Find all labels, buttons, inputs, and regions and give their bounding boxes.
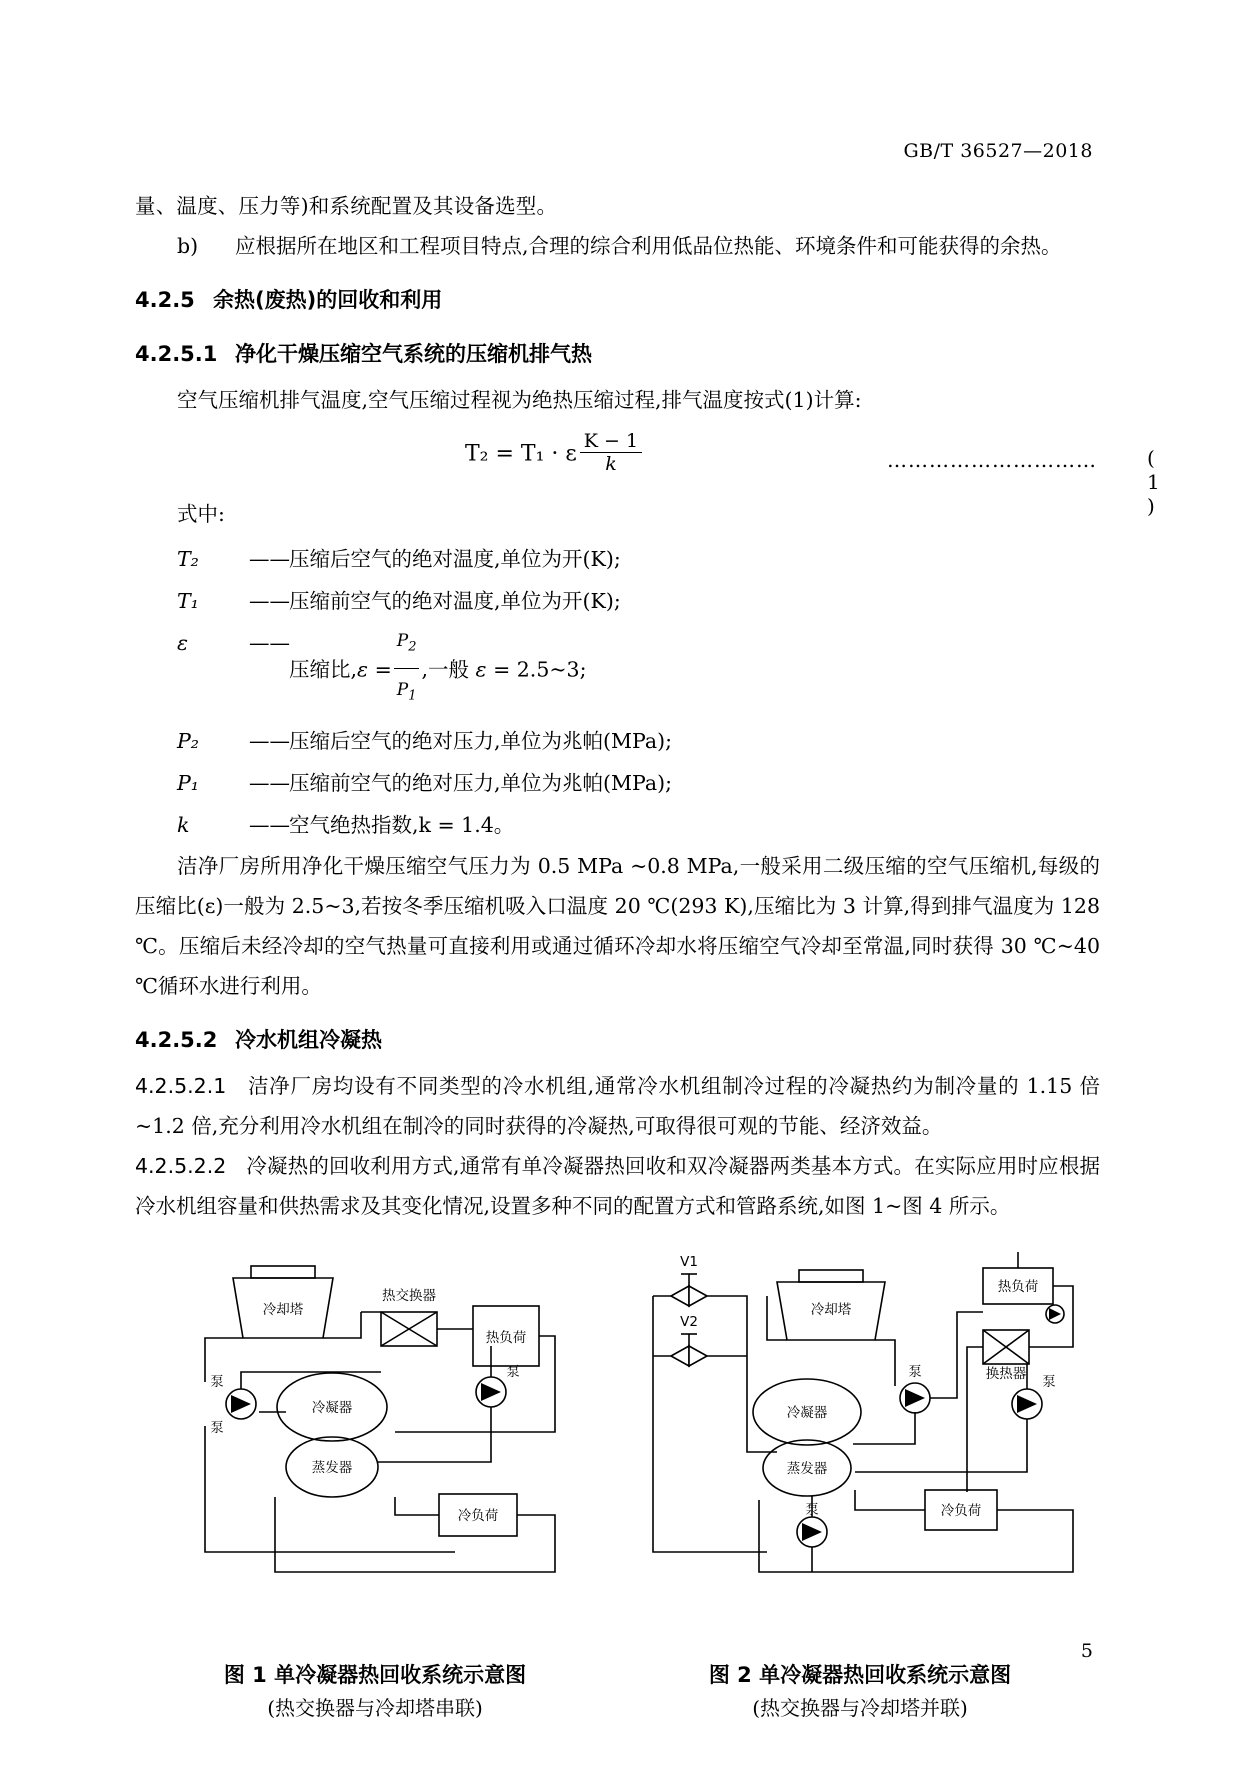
paragraph-4-2-5-2-2-text: 冷凝热的回收利用方式,通常有单冷凝器热回收和双冷凝器两类基本方式。在实际应用时应根据冷水机组容量和供热需求及其变化情况,设置多种不同的配置方式和管路系统,如图 1~图 4 所示。	[135, 1153, 1100, 1218]
figure-1-caption-sub: (热交换器与冷却塔串联)	[267, 1695, 483, 1720]
symbol-definition-list	[135, 538, 1100, 846]
where-label: 式中:	[177, 502, 225, 526]
definition-symbol: T₁	[177, 589, 199, 613]
heading-4-2-5-2-number: 4.2.5.2	[135, 1027, 218, 1052]
definition-description: 压缩前空气的绝对压力,单位为兆帕(MPa);	[289, 770, 673, 795]
page-content	[135, 186, 1160, 1734]
figure-1-label-pump-3: 泵	[506, 1363, 520, 1380]
definition-dash: ——	[249, 812, 290, 837]
formula-1-fraction	[580, 430, 642, 475]
definition-symbol: P₁	[177, 770, 200, 795]
figure-1-label-pump-1: 泵	[210, 1373, 224, 1390]
figure-1-label-evaporator: 蒸发器	[311, 1459, 353, 1476]
heading-4-2-5	[135, 280, 1100, 320]
paragraph-4-2-5-2-1-text: 洁净厂房均设有不同类型的冷水机组,通常冷水机组制冷过程的冷凝热约为制冷量的 1.15 倍~1.2 倍,充分利用冷水机组在制冷的同时获得的冷凝热,可取得很可观的节能、经济效益。	[135, 1073, 1100, 1138]
definition-dash: ——	[249, 631, 290, 655]
figures-area	[135, 1252, 1100, 1652]
list-item-b-label: b)	[177, 234, 199, 258]
figure-2	[627, 1252, 1097, 1656]
page-header-standard-number: GB/T 36527—2018	[903, 140, 1093, 162]
figure-2-diagram	[627, 1252, 1097, 1652]
definition-symbol: ε	[177, 631, 189, 655]
formula-1-lhs: T₂ = T₁ · ε	[465, 441, 577, 467]
paragraph-4-2-5-1-intro: 空气压缩机排气温度,空气压缩过程视为绝热压缩过程,排气温度按式(1)计算:	[177, 388, 862, 412]
figure-1-diagram	[155, 1252, 585, 1652]
formula-1-denominator: k	[605, 453, 617, 475]
definition-dash: ——	[249, 770, 290, 795]
figure-2-label-heat-load: 热负荷	[997, 1278, 1039, 1295]
heading-4-2-5-title: 余热(废热)的回收和利用	[213, 288, 443, 312]
definition-row	[135, 580, 1100, 622]
figure-2-label-cold-load: 冷负荷	[940, 1502, 982, 1519]
formula-1	[465, 432, 645, 477]
definition-description: 压缩后空气的绝对压力,单位为兆帕(MPa);	[289, 728, 673, 753]
definition-row	[135, 804, 1100, 846]
figure-2-label-v2: V2	[680, 1313, 698, 1330]
figure-2-label-condenser: 冷凝器	[786, 1404, 828, 1421]
definition-dash: ——	[249, 728, 290, 753]
definition-symbol: P₂	[177, 728, 200, 753]
definition-row	[135, 720, 1100, 762]
definition-dash: ——	[249, 589, 290, 613]
definition-row	[135, 538, 1100, 580]
figure-2-caption	[645, 1658, 1075, 1724]
paragraph-4-2-5-2-1-number: 4.2.5.2.1	[135, 1073, 227, 1098]
figure-1-label-cooling-tower: 冷却塔	[262, 1301, 304, 1318]
heading-4-2-5-1	[135, 334, 1100, 374]
definition-description: 压缩比,ε = $\frac{P_2}{P_1}$ ,一般 ε = 2.5~3;	[289, 622, 1100, 720]
figure-2-label-pump-3: 泵	[805, 1501, 819, 1518]
paragraph-4-2-5-2-1	[135, 1066, 1100, 1146]
figure-1-label-pump-2: 泵	[210, 1419, 224, 1436]
figure-captions	[135, 1658, 1100, 1734]
figure-2-label-evaporator: 蒸发器	[786, 1460, 828, 1477]
heading-4-2-5-number: 4.2.5	[135, 288, 195, 312]
paragraph-4-2-5-2-2	[135, 1146, 1100, 1226]
heading-4-2-5-1-title: 净化干燥压缩空气系统的压缩机排气热	[235, 342, 592, 366]
heading-4-2-5-2-title: 冷水机组冷凝热	[235, 1027, 382, 1052]
figure-2-caption-sub: (热交换器与冷却塔并联)	[752, 1695, 968, 1720]
heading-4-2-5-2	[135, 1020, 1100, 1060]
figure-1	[155, 1252, 585, 1656]
figure-2-label-pump-2: 泵	[1042, 1373, 1056, 1390]
figure-2-label-v1: V1	[680, 1253, 698, 1270]
definition-dash: ——	[249, 547, 290, 571]
formula-1-numerator: K − 1	[580, 430, 642, 453]
paragraph-4-2-5-2-2-number: 4.2.5.2.2	[135, 1153, 227, 1178]
page-number: 5	[1080, 1640, 1093, 1662]
figure-1-caption	[175, 1658, 575, 1724]
figure-1-label-condenser: 冷凝器	[311, 1399, 353, 1416]
list-item-b	[135, 226, 1100, 266]
figure-1-label-heat-load: 热负荷	[485, 1329, 527, 1346]
paragraph-4-2-5-1-body: 洁净厂房所用净化干燥压缩空气压力为 0.5 MPa ~0.8 MPa,一般采用二级压缩的空气压缩机,每级的压缩比(ε)一般为 2.5~3,若按冬季压缩机吸入口温度 20 ℃(293 K),压缩比为 3 计算,得到排气温度为 128 ℃。压缩后未经冷却的空气热量可直接利用或通过循环冷却水将压缩空气冷却至常温,同时获得 30 ℃~40 ℃循环水进行利用。	[135, 853, 1100, 998]
definition-description: 空气绝热指数,k = 1.4。	[289, 812, 515, 837]
formula-1-number: ( 1 )	[1147, 446, 1160, 518]
figure-2-label-heat-exchanger: 换热器	[985, 1365, 1027, 1382]
list-item-b-text: 应根据所在地区和工程项目特点,合理的综合利用低品位热能、环境条件和可能获得的余热。	[235, 234, 1062, 258]
definition-symbol: k	[177, 812, 190, 837]
figure-1-caption-main: 图 1 单冷凝器热回收系统示意图	[223, 1662, 527, 1687]
figure-2-label-pump-1: 泵	[908, 1363, 922, 1380]
definition-description: 压缩后空气的绝对温度,单位为开(K);	[289, 547, 621, 571]
heading-4-2-5-1-number: 4.2.5.1	[135, 342, 218, 366]
definition-row-epsilon	[135, 622, 1100, 720]
figure-1-label-cold-load: 冷负荷	[457, 1507, 499, 1524]
figure-2-caption-main: 图 2 单冷凝器热回收系统示意图	[708, 1662, 1012, 1687]
definition-description: 压缩前空气的绝对温度,单位为开(K);	[289, 589, 621, 613]
formula-1-leader-dots: …………………………	[887, 448, 1097, 472]
figure-1-label-heat-exchanger: 热交换器	[382, 1287, 436, 1304]
continuation-line: 量、温度、压力等)和系统配置及其设备选型。	[135, 194, 558, 218]
definition-row	[135, 762, 1100, 804]
definition-symbol: T₂	[177, 547, 199, 571]
figure-2-label-cooling-tower: 冷却塔	[810, 1301, 852, 1318]
